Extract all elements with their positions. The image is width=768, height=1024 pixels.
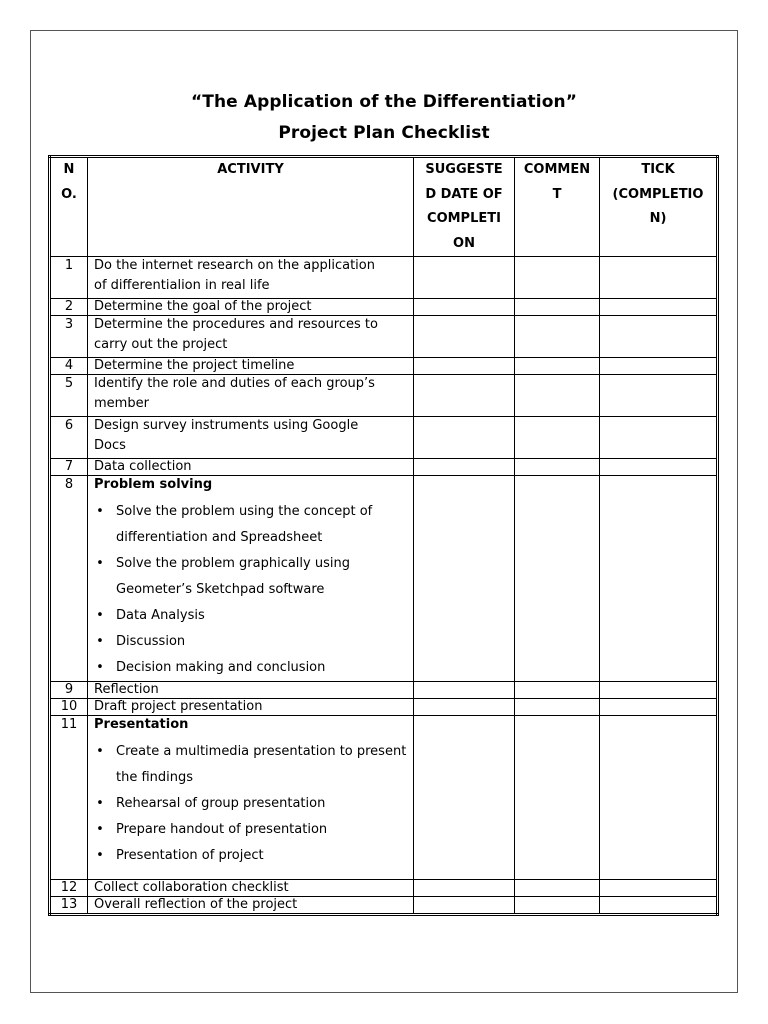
comment-cell[interactable] xyxy=(515,358,600,375)
table-row xyxy=(50,682,718,699)
header-tick: TICK (COMPLETIO N) xyxy=(600,157,718,257)
date-cell[interactable] xyxy=(414,257,515,299)
row-activity xyxy=(88,459,414,476)
header-comment: COMMEN T xyxy=(515,157,600,257)
tick-cell[interactable] xyxy=(600,417,718,459)
activity-text: Identify the role and duties of each group’s xyxy=(94,376,375,391)
activity-text: Determine the goal of the project xyxy=(94,299,312,314)
table-row xyxy=(50,699,718,716)
activity-text: Data collection xyxy=(94,459,192,474)
comment-cell[interactable] xyxy=(515,299,600,316)
activity-text-continued: of differentialion in real life xyxy=(94,278,270,293)
comment-cell[interactable] xyxy=(515,682,600,699)
tick-cell[interactable] xyxy=(600,880,718,897)
date-cell[interactable] xyxy=(414,476,515,682)
row-activity xyxy=(88,257,414,299)
document-title: “The Application of the Differentiation” xyxy=(191,92,577,112)
row-activity xyxy=(88,880,414,897)
bullet-item: • Discussion xyxy=(116,629,407,655)
table-row xyxy=(50,459,718,476)
row-activity xyxy=(88,299,414,316)
comment-cell[interactable] xyxy=(515,476,600,682)
row-number: 13 xyxy=(50,897,88,915)
row-activity xyxy=(88,358,414,375)
date-cell[interactable] xyxy=(414,316,515,358)
header-suggested-date: SUGGESTE D DATE OF COMPLETI ON xyxy=(414,157,515,257)
table-row xyxy=(50,257,718,299)
comment-cell[interactable] xyxy=(515,459,600,476)
table-row xyxy=(50,299,718,316)
activity-text: Collect collaboration checklist xyxy=(94,880,289,895)
bullet-item: • Solve the problem graphically using Geometer’s Sketchpad software xyxy=(116,551,407,603)
activity-bullet-list xyxy=(94,499,407,681)
row-number: 8 xyxy=(50,476,88,682)
header-no: N O. xyxy=(50,157,88,257)
tick-cell[interactable] xyxy=(600,716,718,880)
comment-cell[interactable] xyxy=(515,257,600,299)
comment-cell[interactable] xyxy=(515,897,600,915)
date-cell[interactable] xyxy=(414,417,515,459)
bullet-item: • Rehearsal of group presentation xyxy=(116,791,407,817)
row-number: 7 xyxy=(50,459,88,476)
bullet-item: • Presentation of project xyxy=(116,843,407,869)
activity-text: Reflection xyxy=(94,682,159,697)
activity-heading: Presentation xyxy=(94,717,189,732)
row-number: 2 xyxy=(50,299,88,316)
tick-cell[interactable] xyxy=(600,316,718,358)
row-activity xyxy=(88,417,414,459)
comment-cell[interactable] xyxy=(515,699,600,716)
date-cell[interactable] xyxy=(414,299,515,316)
row-activity xyxy=(88,682,414,699)
comment-cell[interactable] xyxy=(515,417,600,459)
tick-cell[interactable] xyxy=(600,459,718,476)
date-cell[interactable] xyxy=(414,897,515,915)
activity-text: Do the internet research on the application xyxy=(94,258,375,273)
row-number: 10 xyxy=(50,699,88,716)
activity-bullet-list xyxy=(94,739,407,869)
table-row xyxy=(50,316,718,358)
activity-text: Determine the procedures and resources to xyxy=(94,317,378,332)
bullet-item: • Data Analysis xyxy=(116,603,407,629)
row-activity xyxy=(88,699,414,716)
checklist-body xyxy=(50,257,718,915)
table-row xyxy=(50,716,718,880)
activity-text: Draft project presentation xyxy=(94,699,263,714)
row-number: 1 xyxy=(50,257,88,299)
tick-cell[interactable] xyxy=(600,375,718,417)
activity-text: Design survey instruments using Google xyxy=(94,418,359,433)
activity-text-continued: carry out the project xyxy=(94,337,228,352)
activity-text: Overall reflection of the project xyxy=(94,897,298,912)
table-header-row xyxy=(50,157,718,257)
table-row xyxy=(50,897,718,915)
table-row xyxy=(50,476,718,682)
row-number: 3 xyxy=(50,316,88,358)
date-cell[interactable] xyxy=(414,699,515,716)
tick-cell[interactable] xyxy=(600,358,718,375)
comment-cell[interactable] xyxy=(515,375,600,417)
tick-cell[interactable] xyxy=(600,699,718,716)
date-cell[interactable] xyxy=(414,375,515,417)
header-activity: ACTIVITY xyxy=(88,157,414,257)
tick-cell[interactable] xyxy=(600,897,718,915)
activity-heading: Problem solving xyxy=(94,477,213,492)
row-number: 6 xyxy=(50,417,88,459)
row-number: 11 xyxy=(50,716,88,880)
tick-cell[interactable] xyxy=(600,682,718,699)
row-activity xyxy=(88,716,414,880)
tick-cell[interactable] xyxy=(600,299,718,316)
bullet-item: • Decision making and conclusion xyxy=(116,655,407,681)
comment-cell[interactable] xyxy=(515,316,600,358)
bullet-item: • Prepare handout of presentation xyxy=(116,817,407,843)
tick-cell[interactable] xyxy=(600,476,718,682)
row-number: 9 xyxy=(50,682,88,699)
table-row xyxy=(50,358,718,375)
bullet-item: • Solve the problem using the concept of differentiation and Spreadsheet xyxy=(116,499,407,551)
row-activity xyxy=(88,375,414,417)
date-cell[interactable] xyxy=(414,716,515,880)
table-row xyxy=(50,417,718,459)
table-row xyxy=(50,880,718,897)
date-cell[interactable] xyxy=(414,682,515,699)
bullet-item: • Create a multimedia presentation to present the findings xyxy=(116,739,407,791)
date-cell[interactable] xyxy=(414,358,515,375)
activity-text: Determine the project timeline xyxy=(94,358,295,373)
comment-cell[interactable] xyxy=(515,716,600,880)
comment-cell[interactable] xyxy=(515,880,600,897)
activity-text-continued: member xyxy=(94,396,149,411)
date-cell[interactable] xyxy=(414,459,515,476)
table-row xyxy=(50,375,718,417)
row-activity xyxy=(88,897,414,915)
tick-cell[interactable] xyxy=(600,257,718,299)
row-number: 5 xyxy=(50,375,88,417)
document-subtitle: Project Plan Checklist xyxy=(278,123,490,143)
activity-text-continued: Docs xyxy=(94,438,126,453)
row-number: 4 xyxy=(50,358,88,375)
row-activity xyxy=(88,476,414,682)
date-cell[interactable] xyxy=(414,880,515,897)
checklist-table xyxy=(48,155,719,916)
row-number: 12 xyxy=(50,880,88,897)
row-activity xyxy=(88,316,414,358)
